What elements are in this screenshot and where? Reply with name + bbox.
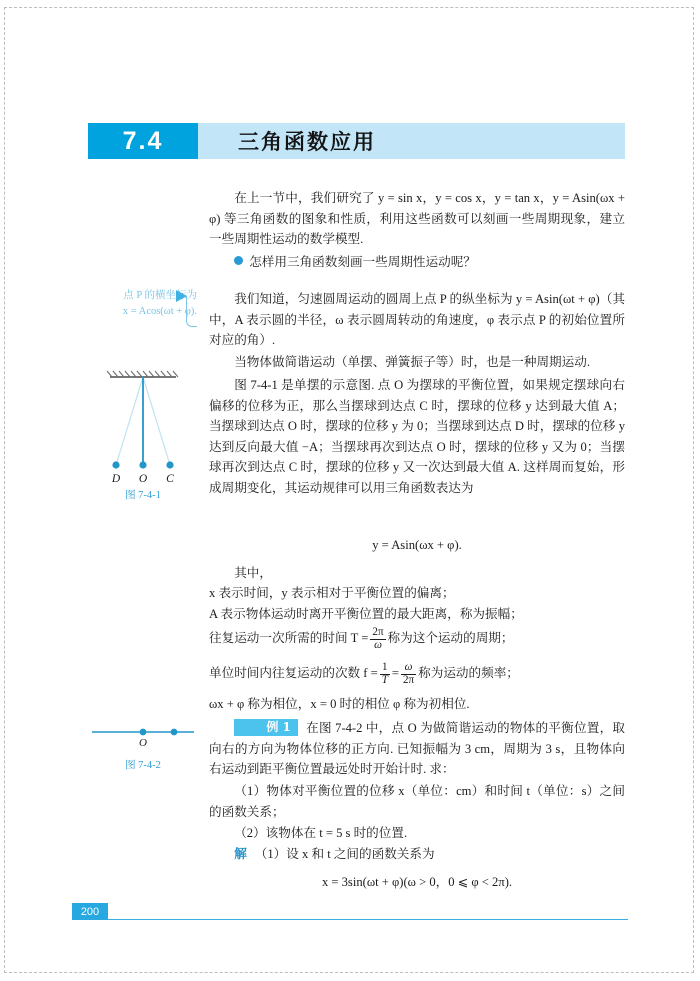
svg-text:C: C (166, 473, 174, 485)
fraction-period-numerator: 2π (372, 625, 384, 638)
solution-formula-text: x = 3sin(ωt + φ)(ω > 0，0 ⩽ φ < 2π). (321, 875, 513, 889)
figure-pendulum (88, 368, 198, 498)
page-footer (72, 903, 628, 923)
solution-intro-text: （1）设 x 和 t 之间的函数关系为 (254, 847, 435, 861)
margin-note-line-1: 点 P 的横坐标为 (123, 290, 197, 301)
figure-pendulum-caption: 图 7-4-1 (125, 490, 161, 501)
paragraph-pendulum (209, 375, 625, 499)
formula-main-text: y = Asin(ωx + φ). (372, 538, 462, 552)
fraction-one-over-T (380, 662, 390, 687)
definition-x-y-text: x 表示时间，y 表示相对于平衡位置的偏离； (209, 586, 455, 600)
svg-text:D: D (111, 473, 121, 485)
definition-period (209, 625, 625, 652)
guiding-question (209, 252, 625, 273)
example-stem-text: 在图 7-4-2 中，点 O 为做简谐运动的物体的平衡位置，取向右的方向为物体位移的正方向. 已知振幅为 3 cm，周期为 3 s，且物体向右运动到距平衡位置最远处时开始计时. 求： (209, 721, 625, 777)
paragraph-intro (209, 188, 625, 250)
example-question-1-text: （1）物体对平衡位置的位移 x（单位：cm）和时间 t（单位：s）之间的函数关系； (209, 784, 625, 819)
solution-label: 解 (234, 846, 247, 861)
paragraph-harmonic (209, 352, 625, 373)
where-label-text: 其中， (234, 566, 272, 580)
paragraph-intro-text: 在上一节中，我们研究了 y = sin x，y = cos x，y = tan x，y = Asin(ωx + φ) 等三角函数的图象和性质，利用这些函数可以刻画一些周期现象，建立一些周期性运动的数学模型. (209, 191, 625, 247)
figure-axis-origin-label: O (139, 737, 147, 749)
definition-period-prefix: 往复运动一次所需的时间 T = (209, 631, 369, 645)
fraction-omega-over-2pi-denominator: 2π (403, 673, 415, 686)
section-number: 7.4 (88, 123, 198, 159)
formula-main (209, 535, 625, 556)
definition-amplitude-text: A 表示物体运动时离开平衡位置的最大距离，称为振幅； (209, 607, 523, 621)
bullet-dot-icon (234, 256, 243, 265)
fraction-omega-over-2pi-numerator: ω (404, 660, 413, 673)
figure-pendulum-svg (88, 368, 198, 498)
paragraph-pendulum-text: 图 7-4-1 是单摆的示意图. 点 O 为摆球的平衡位置，如果规定摆球向右偏移的位移为正，那么当摆球到达点 C 时，摆球的位移 y 达到最大值 A；当摆球到达点 O 时，摆球的位移 y 为 0；当摆球到达点 D 时，摆球的位移 y 达到反向最大值 −A；当摆球再次到达点 O 时，摆球的位移 y 又为 0；当摆球再次到达点 C 时，摆球的位移 y 又一次达到最大值 A. 这样周而复始，形成周期变化，其运动规律可以用三角函数表达为 (209, 378, 625, 495)
definition-frequency (209, 660, 625, 687)
margin-note-line-2: x = Acos(ωt + φ). (122, 306, 197, 317)
footer-rule (108, 919, 628, 920)
paragraph-harmonic-text: 当物体做简谐运动（单摆、弹簧振子等）时，也是一种周期运动. (234, 355, 590, 369)
definition-frequency-prefix: 单位时间内往复运动的次数 f = (209, 666, 378, 680)
definition-x-y (209, 583, 625, 604)
section-title: 三角函数应用 (238, 129, 376, 154)
where-label (209, 563, 625, 584)
example-question-2 (209, 823, 625, 844)
frequency-equals-sign: = (391, 666, 399, 680)
example-solution (209, 844, 625, 865)
paragraph-circular-motion-text: 我们知道，匀速圆周运动的圆周上点 P 的纵坐标为 y = Asin(ωt + φ)（其中，A 表示圆的半径，ω 表示圆周转动的角速度，φ 表示点 P 的初始位置所对应的角）. (209, 292, 625, 348)
margin-note-bracket (186, 296, 197, 327)
definition-period-suffix: 称为这个运动的周期； (387, 631, 514, 645)
svg-text:O: O (138, 473, 148, 485)
fraction-one-over-T-denominator: T (381, 673, 388, 686)
fraction-omega-over-2pi (401, 662, 416, 687)
guiding-question-text: 怎样用三角函数刻画一些周期性运动呢？ (249, 255, 476, 269)
paragraph-circular-motion (209, 289, 625, 351)
fraction-one-over-T-numerator: 1 (382, 660, 388, 673)
definition-phase-text: ωx + φ 称为相位，x = 0 时的相位 φ 称为初相位. (209, 697, 470, 711)
figure-axis-caption: 图 7-4-2 (125, 760, 161, 771)
definition-frequency-suffix: 称为运动的频率； (418, 666, 519, 680)
fraction-period (370, 627, 385, 652)
fraction-period-denominator: ω (370, 639, 385, 652)
example-question-1 (209, 781, 625, 822)
example-badge: 例 1 (234, 719, 298, 736)
example-question-2-text: （2）该物体在 t = 5 s 时的位置. (234, 826, 408, 840)
definition-phase (209, 694, 625, 715)
definition-amplitude (209, 604, 625, 625)
page-number: 200 (72, 903, 108, 920)
solution-formula (209, 872, 625, 893)
section-header (88, 123, 625, 159)
example-1 (209, 718, 625, 780)
